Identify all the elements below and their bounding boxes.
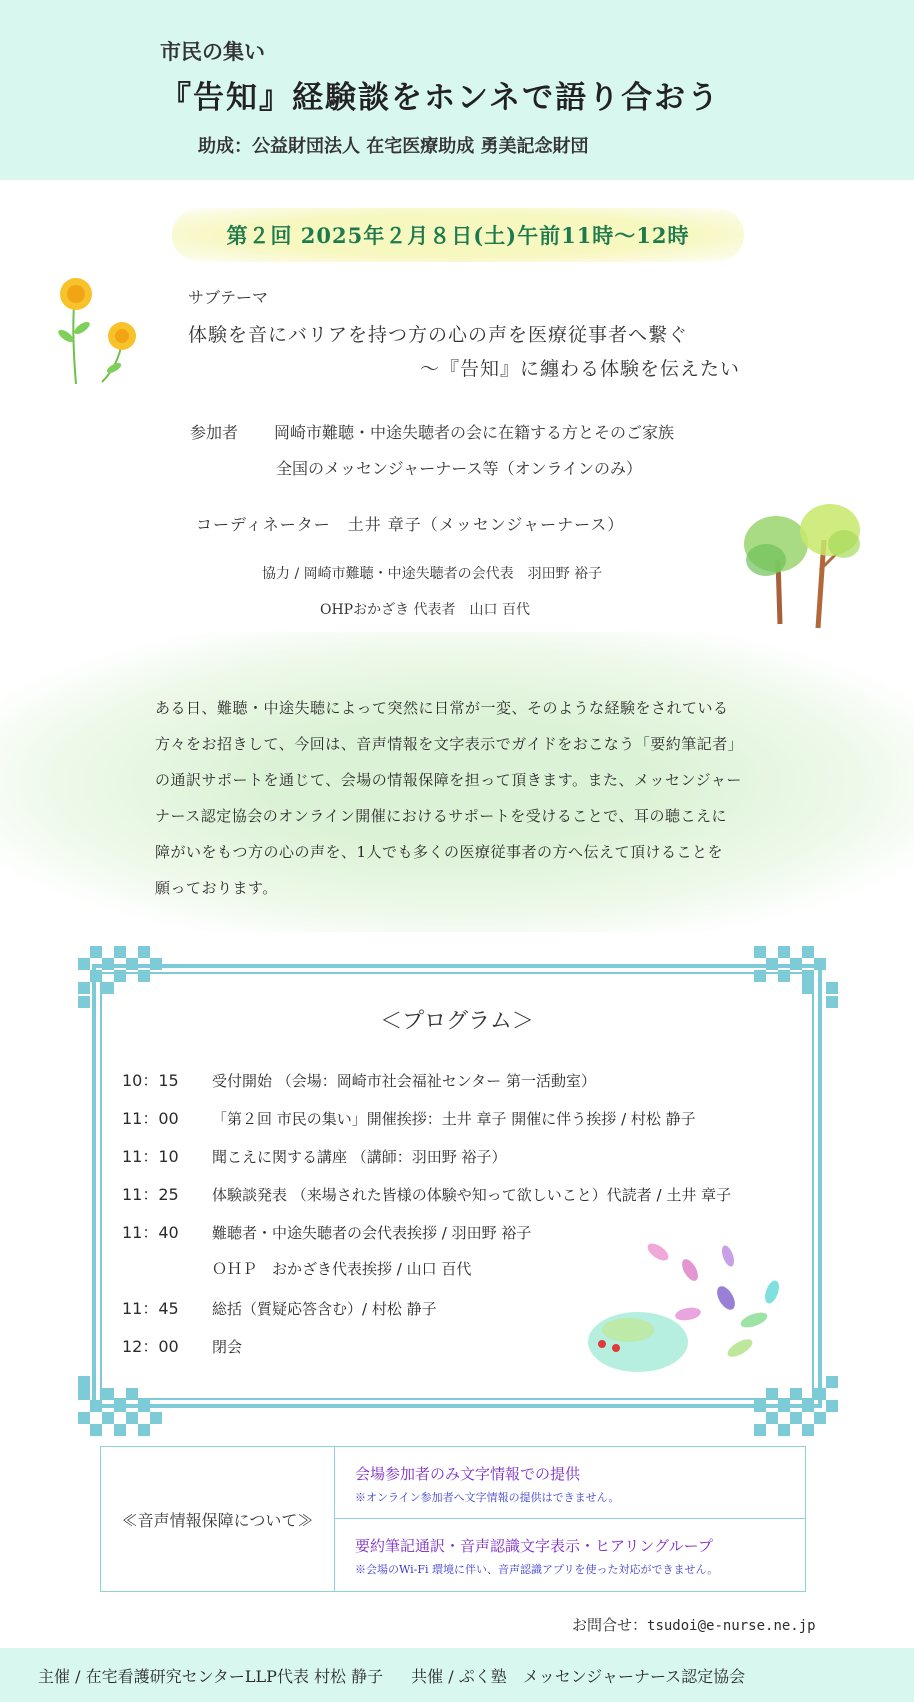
sponsor-line: 助成：公益財団法人 在宅医療助成 勇美記念財団: [198, 136, 589, 157]
program-item: [122, 1258, 471, 1279]
contact-label: お問合せ：: [572, 1616, 648, 1634]
program-time: 11：45: [122, 1299, 179, 1318]
intro-line: ナース認定協会のオンライン開催におけるサポートを受けることで、耳の聴こえに: [155, 807, 728, 825]
audio-info-row-1-note: ※オンライン参加者へ文字情報の提供はできません。: [355, 1491, 620, 1504]
audio-info-label: ≪音声情報保障について≫: [101, 1447, 335, 1591]
program-time: 11：00: [122, 1109, 179, 1128]
flower-illustration: [52, 276, 148, 388]
program-item: [122, 1296, 437, 1319]
subtheme-label: サブテーマ: [188, 288, 269, 307]
checker-corner-top-left: [74, 946, 166, 1008]
program-title: ＜プログラム＞: [380, 1009, 534, 1034]
subtheme-line-1: 体験を音にバリアを持つ方の心の声を医療従事者へ繋ぐ: [188, 324, 689, 346]
program-time: 11：25: [122, 1185, 179, 1204]
tree-illustration: [726, 500, 876, 648]
program-time: 11：10: [122, 1147, 179, 1166]
program-desc: 総括（質疑応答含む）/ 村松 静子: [212, 1300, 437, 1318]
checker-corner-top-right: [750, 946, 842, 1008]
program-desc: 閉会: [212, 1338, 243, 1356]
program-desc: 聞こえに関する講座 （講師：羽田野 裕子）: [212, 1148, 507, 1166]
contact-line: [572, 1614, 816, 1635]
organizer-text: 主催 / 在宅看護研究センターLLP代表 村松 静子: [38, 1666, 384, 1686]
coordinator-line: コーディネーター 土井 章子（メッセンジャーナース）: [196, 515, 625, 534]
intro-line: の通訳サポートを通じて、会場の情報保障を担って頂きます。また、メッセンジャー: [155, 771, 742, 789]
contact-email-link[interactable]: tsudoi@e-nurse.ne.jp: [647, 1618, 816, 1634]
fish-leaves-illustration: [580, 1226, 798, 1376]
intro-line: 方々をお招きして、今回は、音声情報を文字表示でガイドをおこなう「要約筆記者」: [155, 735, 744, 753]
date-text: 第２回 2025年２月８日(土)午前11時～12時: [226, 223, 690, 248]
intro-line: ある日、難聴・中途失聴によって突然に日常が一変、そのような経験をされている: [155, 699, 729, 717]
participants-line-2: 全国のメッセンジャーナース等（オンラインのみ）: [276, 459, 643, 478]
date-banner: [172, 208, 744, 262]
program-desc: 「第２回 市民の集い」開催挨拶：土井 章子 開催に伴う挨拶 / 村松 静子: [212, 1110, 696, 1128]
checker-corner-bottom-right: [750, 1376, 842, 1438]
cooperation-line-2: OHPおかざき 代表者 山口 百代: [320, 602, 531, 618]
participants-line-1: 岡崎市難聴・中途失聴者の会に在籍する方とそのご家族: [274, 423, 675, 442]
header-banner: [0, 0, 914, 180]
program-item: [122, 1068, 596, 1091]
subtheme-line-2: ～『告知』に纏わる体験を伝えたい: [420, 358, 741, 380]
checker-corner-bottom-left: [74, 1376, 166, 1438]
program-desc: 難聴者・中途失聴者の会代表挨拶 / 羽田野 裕子: [212, 1224, 532, 1242]
audio-info-row-2-note: ※会場のWi-Fi 環境に伴い、音声認識アプリを使った対応ができません。: [355, 1563, 719, 1576]
intro-line: 願っております。: [155, 879, 278, 897]
cooperation-line-1: 協力 / 岡崎市難聴・中途失聴者の会代表 羽田野 裕子: [262, 566, 603, 582]
page-title: 『告知』経験談をホンネで語り合おう: [160, 80, 721, 116]
program-item: [122, 1106, 696, 1129]
header-kicker: 市民の集い: [160, 39, 265, 64]
audio-info-row-2-head: 要約筆記通訳・音声認識文字表示・ヒアリングループ: [355, 1537, 713, 1555]
program-desc: 受付開始 （会場：岡崎市社会福祉センター 第一活動室）: [212, 1072, 596, 1090]
program-time: 11：40: [122, 1223, 179, 1242]
participants-label: 参加者: [190, 423, 239, 442]
program-desc: ＯＨＰ おかざき代表挨拶 / 山口 百代: [212, 1260, 472, 1278]
audio-info-table: [100, 1446, 806, 1592]
audio-info-row-2: [335, 1519, 805, 1591]
program-time: 12：00: [122, 1337, 179, 1356]
program-item: [122, 1334, 242, 1357]
co-organizer-text: 共催 / ぷく塾 メッセンジャーナース認定協会: [411, 1666, 746, 1686]
program-item: [122, 1182, 731, 1205]
intro-line: 障がいをもつ方の心の声を、1人でも多くの医療従事者の方へ伝えて頂けることを: [155, 843, 724, 861]
program-item: [122, 1220, 531, 1243]
program-time: 10：15: [122, 1071, 179, 1090]
audio-info-row-1: [335, 1447, 805, 1519]
footer-banner: [0, 1648, 914, 1702]
program-item: [122, 1144, 507, 1167]
audio-info-row-1-head: 会場参加者のみ文字情報での提供: [355, 1465, 581, 1483]
intro-text: [155, 690, 795, 906]
program-desc: 体験談発表 （来場された皆様の体験や知って欲しいこと）代読者 / 土井 章子: [212, 1186, 732, 1204]
